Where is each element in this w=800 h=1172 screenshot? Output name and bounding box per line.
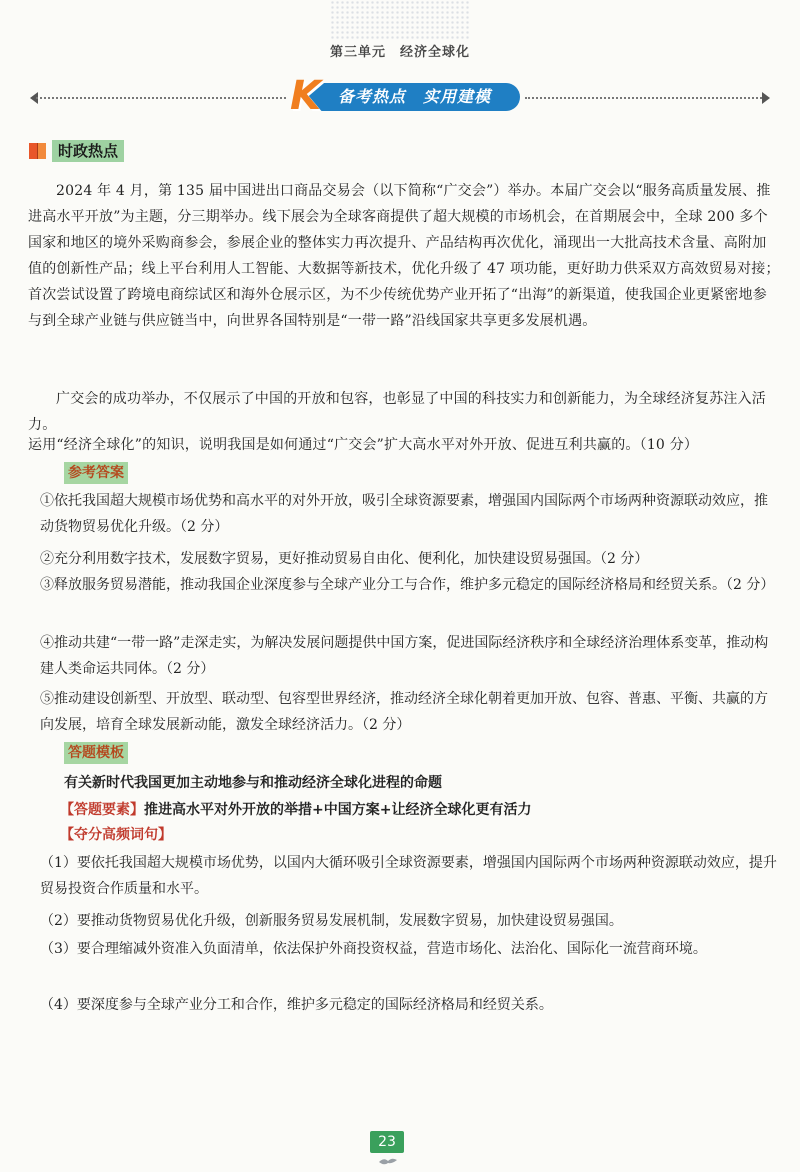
material-paragraph-1: 2024 年 4 月，第 135 届中国进出口商品交易会（以下简称“广交会”）举办。本届广交会以“服务高质量发展、推进高水平开放”为主题，分三期举办。线下展会为全球客商提供了超大规模的市场机会，在首期展会中，全球 200 多个国家和地区的境外采购商参会，参展企业的整体实力再次提升、产品结构再次优化，涌现出一大批高技术含量、高附加值的创新性产品；线上平台利用人工智能、大数据等新技术，优化升级了 47 项功能，更好助力供采双方高效贸易对接；首次尝试设置了跨境电商综试区和海外仓展示区，为不少传统优势产业开拓了“出海”的新渠道，使我国企业更紧密地参与到全球产业链与供应链当中，向世界各国特别是“一带一路”沿线国家共享更多发展机遇。 [28,183,780,329]
section-banner [290,73,522,119]
answer-elements-row [60,796,531,823]
answer-item-5: ⑤推动建设创新型、开放型、联动型、包容型世界经济，推动经济全球化朝着更加开放、包容、普惠、平衡、共赢的方向发展，培育全球发展新动能，激发全球经济活力。（2 分） [40,691,768,733]
phrase-item-4: （4）要深度参与全球产业分工和合作，维护多元稳定的国际经济格局和经贸关系。 [40,997,553,1013]
answer-item-2: ②充分利用数字技术，发展数字贸易，更好推动贸易自由化、便利化，加快建设贸易强国。（2 分） [40,551,649,567]
answer-elements-text: 推进高水平对外开放的举措+中国方案+让经济全球化更有活力 [144,802,532,818]
high-frequency-phrases-tag: 【夺分高频词句】 [60,827,172,843]
template-heading: 有关新时代我国更加主动地参与和推动经济全球化进程的命题 [64,775,442,791]
question-text: 运用“经济全球化”的知识，说明我国是如何通过“广交会”扩大高水平对外开放、促进互利共赢的。（10 分） [28,437,699,453]
banner-right-dotted-line [525,97,762,99]
banner-left-dotted-line [36,97,286,99]
answer-elements-tag: 【答题要素】 [60,802,144,818]
phrase-item-3: （3）要合理缩减外资准入负面清单，依法保护外商投资权益，营造市场化、法治化、国际化一流营商环境。 [40,941,707,957]
phrase-item-1: （1）要依托我国超大规模市场优势，以国内大循环吸引全球资源要素，增强国内国际两个市场两种资源联动效应，提升贸易投资合作质量和水平。 [40,855,777,897]
material-paragraph-2: 广交会的成功举办，不仅展示了中国的开放和包容，也彰显了中国的科技实力和创新能力，为全球经济复苏注入活力。 [28,391,766,433]
banner-right-arrow [762,92,770,104]
section-label: 时政热点 [52,140,124,162]
answer-item-3: ③释放服务贸易潜能，推动我国企业深度参与全球产业分工与合作，维护多元稳定的国际经济格局和经贸关系。（2 分） [40,577,775,593]
answer-item-4: ④推动共建“一带一路”走深走实，为解决发展问题提供中国方案，促进国际经济秩序和全球经济治理体系变革，推动构建人类命运共同体。（2 分） [40,635,769,677]
template-label: 答题模板 [64,742,128,764]
bird-icon [378,1155,398,1167]
header-dot-pattern [330,0,470,40]
unit-title: 第三单元 经济全球化 [329,45,470,60]
book-icon [28,141,48,161]
banner-title: 备考热点 实用建模 [338,87,492,106]
phrase-item-2: （2）要推动货物贸易优化升级，创新服务贸易发展机制，发展数字贸易，加快建设贸易强国。 [40,913,623,929]
section-heading [28,139,124,163]
page-number: 23 [370,1131,404,1153]
banner-k-logo: K [290,73,321,119]
answer-item-1: ①依托我国超大规模市场优势和高水平的对外开放，吸引全球资源要素，增强国内国际两个市场两种资源联动效应，推动货物贸易优化升级。（2 分） [40,493,768,535]
reference-answer-label: 参考答案 [64,462,128,484]
